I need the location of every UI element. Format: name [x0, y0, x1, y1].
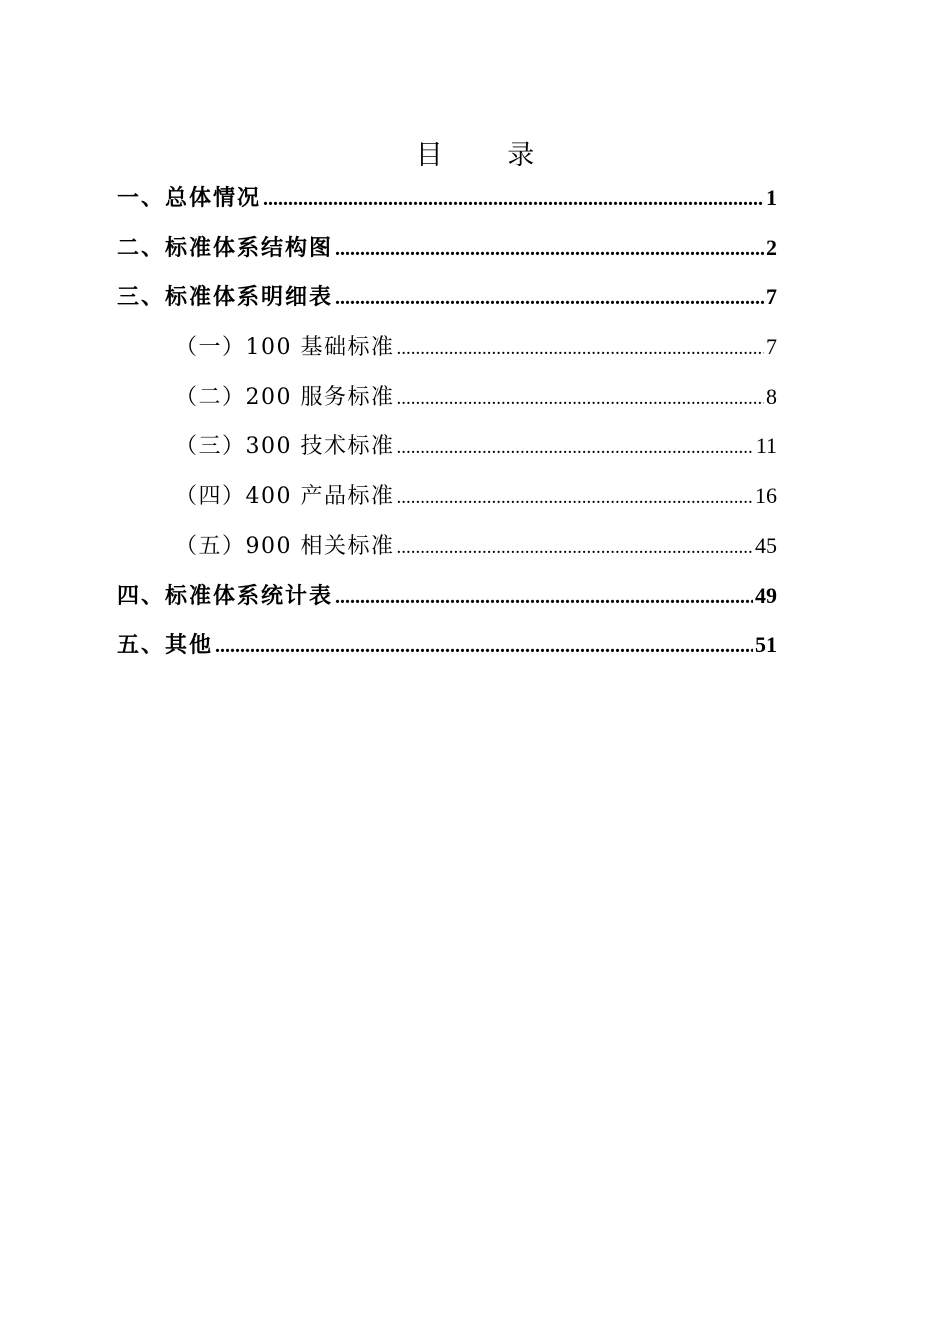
toc-entry-other[interactable]: [117, 627, 777, 677]
toc-page-number: 16: [755, 483, 777, 509]
toc-entry-label: （五）900 相关标准: [175, 533, 395, 559]
dot-leader: [335, 578, 753, 615]
dot-leader: [335, 230, 764, 267]
toc-page-number: 7: [766, 334, 777, 360]
dot-leader: [397, 528, 754, 566]
toc-entry-label: 三、标准体系明细表: [117, 284, 334, 311]
toc-entry-label: 五、其他: [117, 632, 214, 659]
toc-entry-label: （三）300 技术标准: [175, 434, 395, 460]
dot-leader: [397, 379, 765, 417]
dot-leader: [397, 428, 754, 466]
toc-entry-label: 四、标准体系统计表: [117, 582, 334, 609]
toc-entry-technical-standards[interactable]: [117, 428, 777, 478]
toc-entry-overview[interactable]: [117, 180, 777, 230]
dot-leader: [263, 180, 764, 217]
toc-title: 目 录: [415, 140, 563, 171]
toc-entry-label: 一、总体情况: [117, 185, 262, 211]
toc-entry-label: 二、标准体系结构图: [117, 234, 334, 261]
toc-page-number: 49: [755, 582, 777, 608]
dot-leader: [335, 279, 764, 316]
toc-entry-detail-table[interactable]: [117, 279, 777, 329]
toc-entry-structure-diagram[interactable]: [117, 230, 777, 280]
toc-entry-product-standards[interactable]: [117, 478, 777, 528]
toc-entry-label: （二）200 服务标准: [175, 384, 395, 410]
dot-leader: [397, 329, 765, 367]
toc-page-number: 45: [755, 532, 777, 558]
toc-page-number: 51: [755, 632, 777, 658]
toc-page-number: 1: [766, 185, 777, 210]
toc-page-number: 7: [766, 284, 777, 310]
table-of-contents: [117, 180, 777, 677]
toc-page-number: 2: [766, 234, 777, 260]
toc-page-number: 8: [766, 383, 777, 409]
toc-page-number: 11: [755, 433, 777, 459]
toc-entry-statistics-table[interactable]: [117, 578, 777, 628]
toc-entry-basic-standards[interactable]: [117, 329, 777, 379]
toc-entry-service-standards[interactable]: [117, 379, 777, 429]
toc-entry-label: （一）100 基础标准: [175, 335, 395, 361]
dot-leader: [215, 627, 753, 664]
toc-entry-related-standards[interactable]: [117, 528, 777, 578]
dot-leader: [397, 478, 754, 516]
toc-entry-label: （四）400 产品标准: [175, 484, 395, 510]
